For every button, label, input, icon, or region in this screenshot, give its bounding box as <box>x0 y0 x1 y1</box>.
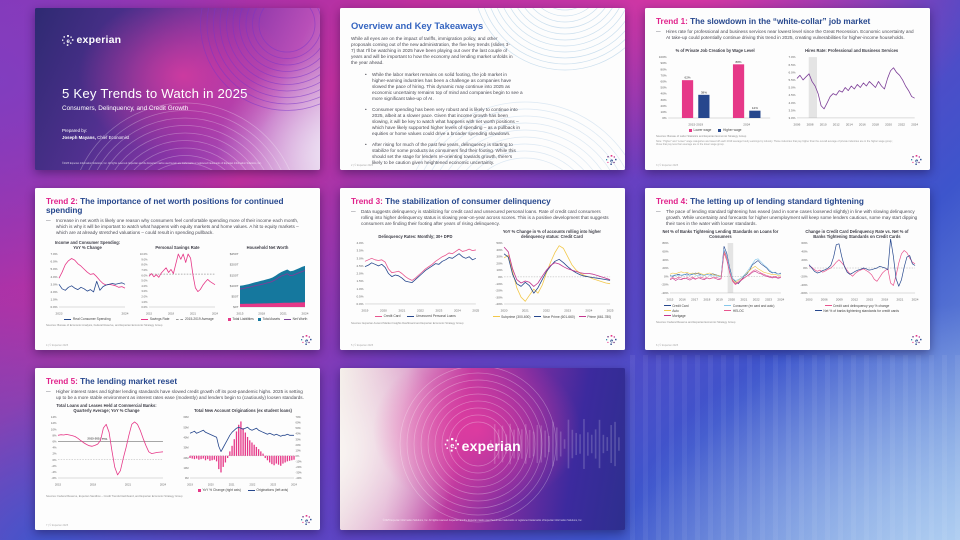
chart-legend: Lower wage Higher wage <box>656 128 774 132</box>
experian-wordmark: experian <box>461 437 521 454</box>
svg-text:-40%: -40% <box>295 477 302 481</box>
svg-text:2016: 2016 <box>859 122 867 127</box>
svg-text:2023: 2023 <box>564 308 571 313</box>
svg-text:2025: 2025 <box>472 308 480 313</box>
svg-text:10%: 10% <box>496 268 503 273</box>
chart-delinquency-rates: Delinquency Rates: Monthly; 30+ DPD 4.0% 3.5% 3.0% 2.5% 2.0% 1.5% 1.0% 0.5% 0.0% 2019 2020 2021 2022 2023 2024 2025 Credit Card Unsecured Personal Loans <box>351 229 480 319</box>
prepared-by-label: Prepared by: <box>62 128 88 133</box>
svg-text:30%: 30% <box>496 254 503 259</box>
svg-text:2021: 2021 <box>521 308 529 313</box>
svg-text:-10%: -10% <box>495 281 503 286</box>
svg-text:-20%: -20% <box>800 274 808 279</box>
svg-text:8.0%: 8.0% <box>141 263 148 267</box>
svg-text:90%: 90% <box>660 61 667 66</box>
svg-text:2024: 2024 <box>291 483 297 487</box>
svg-text:20%: 20% <box>660 103 667 108</box>
svg-text:10%: 10% <box>295 449 301 453</box>
svg-text:0%: 0% <box>802 266 808 271</box>
svg-text:2015-2019 avg.: 2015-2019 avg. <box>87 436 108 441</box>
chart-private-job-creation: % of Private Job Creation by Wage Level 100% 90% 80% 70% 60% 50% 40% 30% 20% 10% 0% 2015-2019 2024 62% 88% 38% 12% Lower wage Higher wage <box>656 43 774 133</box>
line-chart-canvas <box>46 413 167 487</box>
svg-text:2019: 2019 <box>361 308 369 313</box>
svg-text:0.0%: 0.0% <box>356 301 364 306</box>
svg-text:2015: 2015 <box>866 297 873 302</box>
line-chart-canvas <box>46 250 129 316</box>
svg-text:2018: 2018 <box>881 297 889 302</box>
svg-text:9.0%: 9.0% <box>141 258 148 262</box>
svg-text:20%: 20% <box>295 443 301 447</box>
svg-text:2021: 2021 <box>398 308 406 313</box>
svg-text:2022: 2022 <box>752 297 760 302</box>
svg-text:2024: 2024 <box>911 122 919 127</box>
svg-text:-10%: -10% <box>295 460 302 464</box>
svg-text:20%: 20% <box>801 257 808 262</box>
svg-text:5.5%: 5.5% <box>788 77 796 82</box>
svg-text:7.0%: 7.0% <box>50 251 58 256</box>
chart-legend: Real Consumer Spending <box>46 317 129 321</box>
svg-text:2018: 2018 <box>168 312 174 316</box>
prepared-by-block <box>62 128 129 141</box>
svg-text:2012: 2012 <box>850 297 858 302</box>
svg-text:$100T: $100T <box>229 283 239 288</box>
experian-logo-icon <box>911 153 922 164</box>
svg-text:2018: 2018 <box>89 482 97 487</box>
svg-text:3.5%: 3.5% <box>788 108 796 113</box>
svg-text:20M: 20M <box>183 456 189 460</box>
slide-grid <box>35 8 930 530</box>
trend3-title: Trend 3: The stabilization of consumer delinquency <box>351 197 551 206</box>
legal-disclaimer: ©2025 Experian Information Solutions, Inc. All rights reserved. Experian and the Experian marks used herein are trademarks or registered trademarks of Experian Information Solutions, Inc. <box>62 162 262 165</box>
svg-text:30%: 30% <box>660 97 667 102</box>
svg-text:4.0%: 4.0% <box>788 100 796 105</box>
svg-text:20%: 20% <box>496 261 503 266</box>
svg-text:2006: 2006 <box>820 297 828 302</box>
chart-personal-savings-rate: Personal Savings Rate 10.0% 9.0% 8.0% 7.0% 6.0% 5.0% 4.0% 3.0% 2.0% 1.0% 0.0% 2015 2018 2021 2024 Savings Rate 2015-2019 Average <box>136 238 219 322</box>
svg-text:6%: 6% <box>52 439 57 444</box>
page-footer: 7 | © Experian 2025 <box>46 524 69 527</box>
author-name: Joseph Mayans, <box>62 134 96 140</box>
svg-text:40M: 40M <box>183 436 189 440</box>
svg-text:2015: 2015 <box>236 311 244 316</box>
slide-trend-1[interactable] <box>645 8 930 170</box>
svg-text:0M: 0M <box>184 477 189 481</box>
legal-disclaimer: ©2025 Experian Information Solutions, Inc. All rights reserved. Experian and the Experian marks used herein are trademarks or registered trademarks of Experian Information Solutions, Inc. <box>382 519 583 522</box>
svg-text:80%: 80% <box>660 67 667 72</box>
svg-text:e: e <box>449 441 454 451</box>
svg-text:2015: 2015 <box>54 482 62 487</box>
svg-text:-40%: -40% <box>495 302 503 307</box>
svg-text:2024: 2024 <box>743 122 751 127</box>
svg-text:0%: 0% <box>662 116 667 121</box>
svg-text:20%: 20% <box>662 266 669 271</box>
svg-text:50%: 50% <box>660 85 667 90</box>
page-footer: 6 | © Experian 2025 <box>656 344 679 347</box>
svg-text:60M: 60M <box>183 416 189 420</box>
svg-text:0.5%: 0.5% <box>356 294 364 299</box>
svg-text:2018: 2018 <box>703 297 711 302</box>
svg-text:2021: 2021 <box>228 483 235 487</box>
svg-text:70%: 70% <box>660 73 667 78</box>
bar-chart-canvas <box>656 53 774 127</box>
svg-text:e: e <box>305 338 309 345</box>
svg-text:2024: 2024 <box>301 311 309 316</box>
trend5-bullet: — Higher interest rates and tighter lending standards have slowed credit growth off its post-pandemic highs. 2025 is setting up to be a more stable environment as interest rates ease (modestly) and lenders begin to (cautiously) loosen standards. <box>46 389 309 401</box>
svg-text:4.5%: 4.5% <box>788 93 796 98</box>
svg-text:62%: 62% <box>684 75 691 80</box>
svg-text:2024: 2024 <box>911 297 919 302</box>
svg-text:40%: 40% <box>801 249 808 254</box>
svg-text:2023: 2023 <box>270 483 277 487</box>
svg-text:50M: 50M <box>183 426 189 430</box>
svg-text:5.0%: 5.0% <box>141 279 148 283</box>
svg-text:2018: 2018 <box>872 122 880 127</box>
svg-text:-30%: -30% <box>495 295 503 300</box>
svg-text:-60%: -60% <box>800 291 808 296</box>
experian-logo <box>62 34 121 46</box>
svg-text:-6%: -6% <box>51 476 57 481</box>
svg-text:60%: 60% <box>660 79 667 84</box>
svg-text:40%: 40% <box>662 257 669 262</box>
svg-text:-30%: -30% <box>295 471 302 475</box>
svg-text:2009: 2009 <box>835 297 843 302</box>
empty-grid-cell <box>645 368 930 530</box>
svg-text:2023: 2023 <box>55 311 63 316</box>
svg-text:8%: 8% <box>52 433 57 438</box>
trend2-title: Trend 2: The importance of net worth positions for continued spending <box>46 197 284 215</box>
svg-text:1.0%: 1.0% <box>141 300 148 304</box>
svg-text:-2%: -2% <box>51 464 57 469</box>
deck-subtitle: Consumers, Delinquency, and Credit Growth <box>62 105 189 112</box>
svg-text:0%: 0% <box>295 454 300 458</box>
svg-text:2024: 2024 <box>585 308 593 313</box>
svg-text:0%: 0% <box>497 275 503 280</box>
line-chart-canvas <box>136 250 219 316</box>
svg-text:5.0%: 5.0% <box>788 85 796 90</box>
svg-text:2020: 2020 <box>885 122 893 127</box>
slide-overview[interactable] <box>340 8 625 170</box>
svg-text:2.5%: 2.5% <box>356 263 364 268</box>
svg-text:60%: 60% <box>662 249 669 254</box>
svg-text:2020: 2020 <box>380 308 387 313</box>
svg-text:2003: 2003 <box>805 297 813 302</box>
svg-text:e: e <box>66 39 70 46</box>
svg-text:80%: 80% <box>662 241 669 246</box>
experian-logo-icon <box>444 438 459 453</box>
svg-text:50%: 50% <box>496 241 503 246</box>
svg-text:60%: 60% <box>295 421 301 425</box>
chart-legend: Subprime (300-600) Near Prime (601-660) Prime (661-780) <box>490 315 614 319</box>
svg-text:40%: 40% <box>660 91 667 96</box>
chart-legend: Credit card delinquency yoy % change Net % of banks tightening standards for credit cards <box>795 304 919 313</box>
line-chart-canvas <box>656 239 785 302</box>
svg-text:10M: 10M <box>183 466 189 470</box>
svg-text:2024: 2024 <box>453 308 461 313</box>
experian-logo-icon <box>606 333 617 344</box>
trend4-title: Trend 4: The letting up of lending standard tightening <box>656 197 864 206</box>
sources-line: Sources: Bureau of Labor Statistics and Experian Economic Strategy Group <box>656 135 747 139</box>
svg-text:1.0%: 1.0% <box>50 297 58 302</box>
svg-text:2018: 2018 <box>258 311 266 316</box>
svg-text:2020: 2020 <box>500 308 508 313</box>
svg-text:2014: 2014 <box>846 122 854 127</box>
area-chart-canvas <box>226 250 309 316</box>
svg-text:60%: 60% <box>801 241 808 246</box>
overview-intro: While all eyes are on the impact of tariffs, immigration policy, and other proposals coming out of the new administration, the five key trends (slides 3-7) that I'll be watching in 2025 have been playing out over the last couple of years and will be important to how the economy and lending market unfolds in the year ahead. <box>351 36 513 66</box>
deck-title: 5 Key Trends to Watch in 2025 <box>62 86 248 101</box>
svg-text:100%: 100% <box>658 55 667 60</box>
overview-bullet: • While the labor market remains on solid footing, the job market in higher-earning industries has been a challenge as companies have slowed the pace of hiring. This dynamic may continue into 2025 as economic uncertainty remains top of mind and companies begin to see a more significant take-up of AI. <box>365 72 523 103</box>
page-footer: 3 | © Experian 2025 <box>656 164 679 167</box>
svg-text:1.5%: 1.5% <box>356 279 364 284</box>
svg-text:2021: 2021 <box>279 311 287 316</box>
slide-trend-2[interactable] <box>35 188 320 350</box>
svg-text:e: e <box>915 158 919 165</box>
trend4-bullet: — The pace of lending standard tightening has eased (and in some cases loosened slightly) in line with slowing delinquency growth. While uncertainty and forecasts for higher unemployment will keep some lenders cautious, some may start dipping their toes in the water with looser standards. <box>656 209 919 227</box>
svg-text:2024: 2024 <box>777 297 785 302</box>
svg-text:e: e <box>915 338 919 345</box>
svg-text:-20%: -20% <box>661 282 669 287</box>
trend2-bullet: — Increase in net worth is likely one reason why consumers feel comfortable spending more of their income each month, which is why it will be important to watch what happens with equity markets and home values. A hit to equity markets – which are at already stretched valuations – could result in spending pullback. <box>46 218 309 236</box>
chart-household-net-worth: Household Net Worth $250T $200T $150T $100T $50T $0T 2015 2018 2021 2024 Total Liabilities Total Assets Net Worth <box>226 238 309 322</box>
svg-text:12%: 12% <box>50 421 57 426</box>
svg-text:2022: 2022 <box>898 122 906 127</box>
svg-text:10%: 10% <box>660 109 667 114</box>
svg-text:2015: 2015 <box>146 312 152 316</box>
svg-text:30%: 30% <box>295 438 301 442</box>
svg-text:2024: 2024 <box>212 312 218 316</box>
svg-text:50%: 50% <box>295 427 301 431</box>
svg-text:6.0%: 6.0% <box>141 274 148 278</box>
trend5-title: Trend 5: The lending market reset <box>46 377 178 386</box>
svg-text:5.0%: 5.0% <box>50 267 58 272</box>
svg-text:2021: 2021 <box>124 482 132 487</box>
svg-text:6.0%: 6.0% <box>788 70 796 75</box>
overview-bullet: • After rising for much of the past few years, delinquency is starting to stabilize for some products as consumers find their footing. While this should set the stage for lenders re-orienting towards growth, there's likely to be caution given heightened economic uncertainty. <box>365 142 523 166</box>
svg-text:1.0%: 1.0% <box>356 286 364 291</box>
sources-line: Sources: Federal Reserve and Experian Economic Strategy Group <box>656 320 736 324</box>
svg-text:0.0%: 0.0% <box>50 304 58 309</box>
chart-new-account-originations: Total New Account Originations (ex student loans) 60M 50M 40M 30M 20M 10M 0M 70% 60% 50% 40% 30% 20% 10% 0% -10% -20% -30% -40% 2019 2020 2021 2022 2023 2024 YoY % Change (right axis) Originations (left axis) <box>177 403 309 493</box>
page-footer: 2 | © Experian 2025 <box>351 164 374 167</box>
svg-text:2024: 2024 <box>159 482 167 487</box>
chart-tightening-standards: Net % of Banks Tightening Lending Standards on Loans for Consumers 80% 60% 40% 20% 0% -20% -40% 2015 2016 2017 2018 2019 2020 2021 2022 2023 2024 Credit Card Consumer (ex card and auto) Auto HELOC Mortgage <box>656 229 785 318</box>
svg-text:2015-2019: 2015-2019 <box>688 122 704 127</box>
svg-text:2022: 2022 <box>249 483 256 487</box>
sources-line: Sources: Bureau of Economic Analysis, Federal Reserve, and Experian Economic Strategy Group <box>46 324 163 328</box>
svg-text:e: e <box>610 338 614 345</box>
overview-title: Overview and Key Takeaways <box>351 20 484 31</box>
svg-text:2008: 2008 <box>806 122 814 127</box>
chart-legend: Credit Card Unsecured Personal Loans <box>351 314 480 318</box>
experian-logo-icon <box>301 333 312 344</box>
chart-legend: YoY % Change (right axis) Originations (left axis) <box>177 488 309 492</box>
svg-text:2016: 2016 <box>678 297 686 302</box>
svg-text:e: e <box>305 518 309 525</box>
svg-text:2010: 2010 <box>820 122 827 127</box>
svg-text:2017: 2017 <box>691 297 699 302</box>
chart-hires-rate: Hires Rate: Professional and Business Services 7.0% 6.5% 6.0% 5.5% 5.0% 4.5% 4.0% 3.5% 3.0% 2006 2008 2010 2012 2014 2016 2018 2020 2022 2024 <box>784 43 919 133</box>
combo-chart-canvas <box>177 413 309 487</box>
slide-closing[interactable] <box>340 368 625 530</box>
svg-text:$200T: $200T <box>229 262 239 267</box>
svg-text:10%: 10% <box>50 427 57 432</box>
trend1-bullet: — Hires rate for professional and business services near lowest level since the Great Recession. Economic uncertainty and AI take-up could potentially continue driving this trend in 2025, creating vulnerabilities for higher-income households. <box>656 29 919 41</box>
svg-text:2.0%: 2.0% <box>356 271 364 276</box>
experian-wordmark: experian <box>76 34 122 46</box>
svg-text:4.0%: 4.0% <box>356 240 364 245</box>
trend1-title: Trend 1: The slowdown in the “white-collar” job market <box>656 17 871 26</box>
svg-text:0%: 0% <box>664 274 669 279</box>
experian-logo <box>444 438 521 454</box>
chart-legend: Total Liabilities Total Assets Net Worth <box>226 317 309 321</box>
svg-text:0%: 0% <box>52 457 57 462</box>
chart-loans-leases: Total Loans and Leases Held at Commercial Banks: Quarterly Average; YoY % Change 14% 12% 10% 8% 6% 4% 2% 0% -2% -4% -6% 2015 2018 2021 2024 2015-2019 avg. <box>46 403 167 493</box>
svg-text:2022: 2022 <box>542 308 550 313</box>
svg-text:3.5%: 3.5% <box>356 248 364 253</box>
svg-text:-4%: -4% <box>51 470 57 475</box>
svg-text:30M: 30M <box>183 446 189 450</box>
chart-rolling-delinquency: YoY % Change in % of accounts rolling into higher delinquency status: Credit Card 50% 40% 30% 20% 10% 0% -10% -20% -30% -40% 2020 2021 2022 2023 2024 2025 Subprime (300-600) Near Prime (601-660) Prime (661-780) <box>490 229 614 319</box>
chart-income-spending: Income and Consumer Spending: YoY % Change 7.0% 6.0% 5.0% 4.0% 3.0% 2.0% 1.0% 0.0% 2023 2024 Real Consumer Spending <box>46 238 129 322</box>
svg-text:14%: 14% <box>50 415 57 420</box>
svg-text:$250T: $250T <box>229 251 239 256</box>
svg-text:7.0%: 7.0% <box>141 268 148 272</box>
svg-text:2019: 2019 <box>187 483 193 487</box>
svg-text:2.0%: 2.0% <box>141 295 148 299</box>
svg-text:3.0%: 3.0% <box>141 290 148 294</box>
svg-text:2006: 2006 <box>793 122 801 127</box>
footnote: Note: “Higher” and “Lower” wage categories are based off each 2019 average hourly earnings by industry. Those industries that pay higher than the overall average of private industries are in the higher wage group; those that pay less than average are in the lower wage group. <box>656 139 893 147</box>
svg-text:2020: 2020 <box>728 297 736 302</box>
slide-trend-4[interactable] <box>645 188 930 350</box>
svg-text:6.5%: 6.5% <box>788 62 796 67</box>
svg-text:3.0%: 3.0% <box>356 256 364 261</box>
line-chart-canvas <box>490 239 614 313</box>
svg-text:-20%: -20% <box>495 288 503 293</box>
page-footer: 5 | © Experian 2025 <box>351 344 374 347</box>
svg-text:-40%: -40% <box>661 291 669 296</box>
svg-text:40%: 40% <box>295 432 301 436</box>
slide-trend-3[interactable] <box>340 188 625 350</box>
experian-logo-icon <box>62 34 74 46</box>
svg-text:6.0%: 6.0% <box>50 259 58 264</box>
line-chart-canvas <box>795 239 919 302</box>
svg-text:4.0%: 4.0% <box>141 284 148 288</box>
svg-text:2023: 2023 <box>435 308 443 313</box>
svg-text:2023: 2023 <box>765 297 772 302</box>
overview-bullet: • Consumer spending has been very robust and is likely to continue into 2025, albeit at a slower pace. Given that income growth has been slowing, it will be key to watch what happens with net worth positions – which have likely supported higher levels of spending – as a pullback in equities or home values could drive a broader spending slowdown. <box>365 107 523 138</box>
chart-legend: Savings Rate 2015-2019 Average <box>136 317 219 321</box>
svg-text:2.0%: 2.0% <box>50 289 58 294</box>
svg-text:2021: 2021 <box>740 297 748 302</box>
line-chart-canvas <box>351 239 480 313</box>
svg-text:2022: 2022 <box>416 308 424 313</box>
svg-text:2025: 2025 <box>606 308 614 313</box>
page-footer: 4 | © Experian 2025 <box>46 344 69 347</box>
chart-legend: Credit Card Consumer (ex card and auto) Auto HELOC Mortgage <box>664 304 777 318</box>
sources-line: Sources: Federal Reserve, Experian Sandbox – Credit Trends Dashboard, and Experian Economic Strategy Group <box>46 495 183 499</box>
svg-text:2021: 2021 <box>190 312 196 316</box>
svg-text:2015: 2015 <box>666 297 674 302</box>
svg-text:e: e <box>610 158 614 165</box>
svg-text:$0T: $0T <box>233 304 239 309</box>
overview-bullet-list <box>365 72 523 167</box>
svg-text:2021: 2021 <box>896 297 904 302</box>
svg-text:3.0%: 3.0% <box>50 282 58 287</box>
trend3-bullet: — Data suggests delinquency is stabilizing for credit card and unsecured personal loans. Rate of credit card consumers rolling into higher delinquency status is slowing year-on-year across scores. This is a positive development that suggests consumers are finding their footing after years of rising delinquency. <box>351 209 614 227</box>
svg-text:12%: 12% <box>751 106 758 111</box>
svg-text:88%: 88% <box>735 59 742 64</box>
svg-text:40%: 40% <box>496 247 503 252</box>
experian-logo-icon <box>606 153 617 164</box>
svg-text:3.0%: 3.0% <box>788 115 796 120</box>
slide-title[interactable] <box>35 8 320 170</box>
svg-text:4%: 4% <box>52 445 57 450</box>
svg-text:10.0%: 10.0% <box>139 252 148 256</box>
sources-line: Sources: Experian Ascend Market Insights Dashboard and Experian Economic Strategy Group <box>351 321 464 325</box>
svg-text:2%: 2% <box>52 451 57 456</box>
svg-text:-20%: -20% <box>295 465 302 469</box>
author-role: Chief Economist <box>95 134 130 140</box>
svg-text:2012: 2012 <box>833 122 840 127</box>
experian-logo-icon <box>911 333 922 344</box>
svg-text:38%: 38% <box>700 90 707 95</box>
svg-text:2019: 2019 <box>715 297 723 302</box>
slide-trend-5[interactable] <box>35 368 320 530</box>
line-chart-canvas <box>784 53 919 127</box>
svg-text:$50T: $50T <box>231 294 239 299</box>
chart-delinquency-vs-tightening: Change in Credit Card Delinquency Rate vs. Net % of Banks Tightening Standards on Credit Cards 60% 40% 20% 0% -20% -40% -60% 2003 2006 2009 2012 2015 2018 2021 2024 Credit card delinquency yoy % change Net % of banks tightening standards for credit cards <box>795 229 919 318</box>
svg-text:70%: 70% <box>295 416 301 420</box>
svg-text:0.0%: 0.0% <box>141 305 148 309</box>
svg-text:2024: 2024 <box>121 311 129 316</box>
svg-text:7.0%: 7.0% <box>788 55 796 60</box>
svg-text:$150T: $150T <box>229 273 239 278</box>
svg-text:2020: 2020 <box>207 483 214 487</box>
svg-text:-40%: -40% <box>800 282 808 287</box>
svg-text:4.0%: 4.0% <box>50 274 58 279</box>
experian-logo-icon <box>301 513 312 524</box>
